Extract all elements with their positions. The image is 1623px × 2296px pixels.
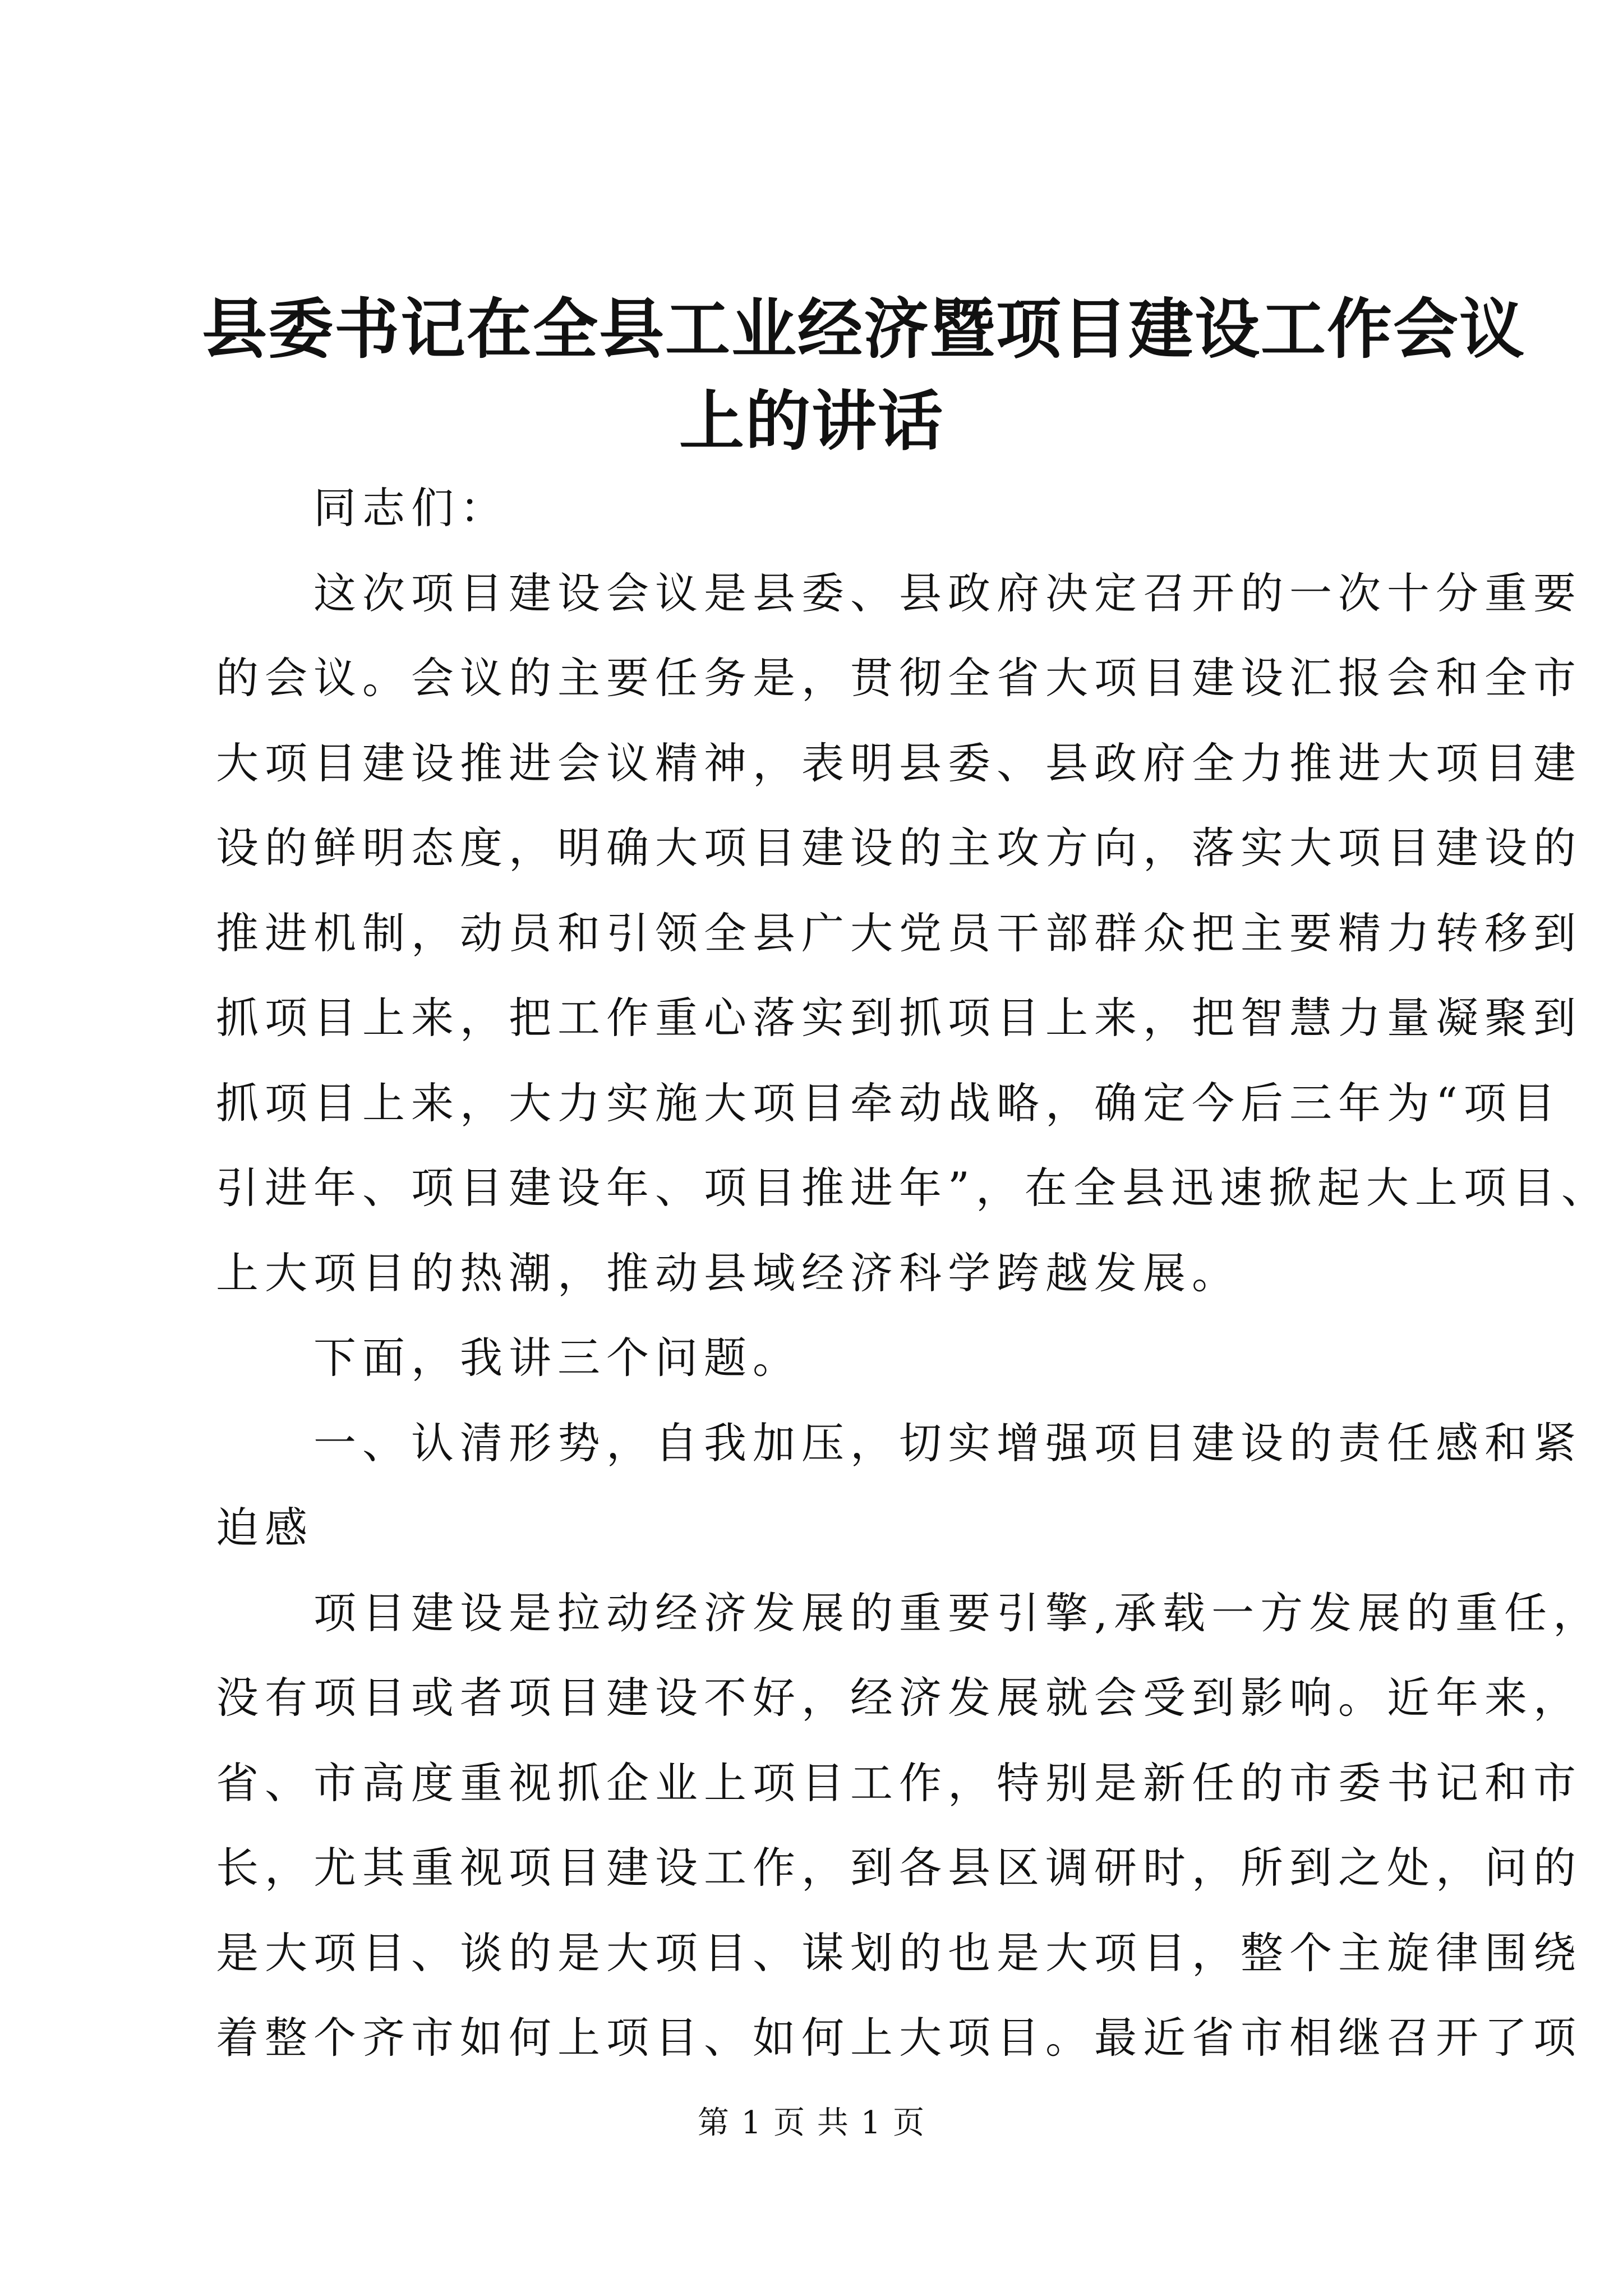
- page-footer: 第 1 页 共 1 页: [697, 2105, 926, 2141]
- text-line: 抓项目上来，把工作重心落实到抓项目上来，把智慧力量凝聚到: [216, 993, 1582, 1043]
- section-1-paragraph: [216, 1571, 1602, 2081]
- title-line-2: 上的讲话: [679, 383, 944, 459]
- text-line: 大项目建设推进会议精神，表明县委、县政府全力推进大项目建: [216, 738, 1582, 788]
- title-line-1: 县委书记在全县工业经济暨项目建设工作会议: [202, 291, 1525, 367]
- text-line: 推进机制，动员和引领全县广大党员干部群众把主要精力转移到: [216, 908, 1582, 958]
- intro-paragraph: [216, 551, 1610, 1316]
- text-line: 项目建设是拉动经济发展的重要引擎,承载一方发展的重任，: [313, 1588, 1602, 1638]
- salutation-paragraph: [216, 466, 1422, 551]
- text-line: 着整个齐市如何上项目、如何上大项目。最近省市相继召开了项: [216, 2013, 1582, 2063]
- text-line: 没有项目或者项目建设不好，经济发展就会受到影响。近年来，: [216, 1673, 1582, 1723]
- text-line: 省、市高度重视抓企业上项目工作，特别是新任的市委书记和市: [216, 1757, 1582, 1808]
- text-line: 上大项目的热潮，推动县域经济科学跨越发展。: [216, 1248, 1241, 1298]
- text-line: 设的鲜明态度，明确大项目建设的主攻方向，落实大项目建设的: [216, 823, 1582, 873]
- text-line: 这次项目建设会议是县委、县政府决定召开的一次十分重要: [313, 568, 1582, 618]
- document-body: [216, 466, 1610, 2081]
- text-line: 的会议。会议的主要任务是，贯彻全省大项目建设汇报会和全市: [216, 653, 1582, 703]
- text-line: 抓项目上来，大力实施大项目牵动战略，确定今后三年为“项目: [216, 1078, 1561, 1128]
- document-title: [202, 283, 1525, 467]
- text-line: 下面，我讲三个问题。: [313, 1333, 801, 1383]
- text-line: 长，尤其重视项目建设工作，到各县区调研时，所到之处，问的: [216, 1843, 1582, 1893]
- transition-paragraph: [216, 1315, 1422, 1401]
- text-line: 迫感: [216, 1503, 313, 1553]
- text-line: 同志们：: [313, 483, 509, 533]
- text-line: 一、认清形势，自我加压，切实增强项目建设的责任感和紧: [313, 1418, 1582, 1468]
- section-heading-1: [216, 1401, 1582, 1571]
- text-line: 是大项目、谈的是大项目、谋划的也是大项目，整个主旋律围绕: [216, 1927, 1582, 1978]
- text-line: 引进年、项目建设年、项目推进年”，在全县迅速掀起大上项目、: [216, 1163, 1610, 1213]
